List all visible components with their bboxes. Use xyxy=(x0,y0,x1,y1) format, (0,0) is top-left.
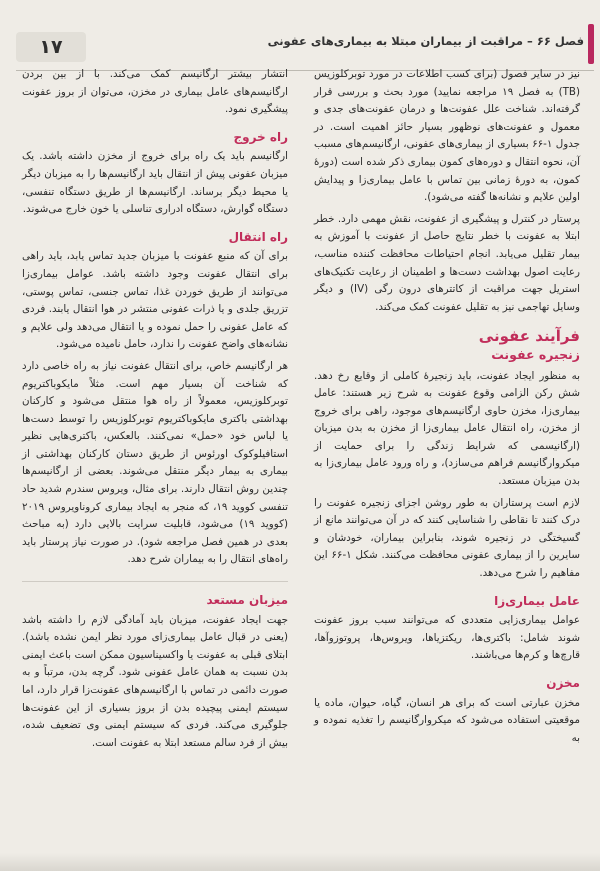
subheading: راه انتقال xyxy=(228,229,288,244)
paragraph: لازم است پرستاران به طور روشن اجزای زنجیره عفونت را درک کنند تا نقاطی را شناسایی کنند که در آن می‌توانند مانع از گسیختگی در زنجیره شوند، بنابراین بیماران، خودشان و سایرین را از بیماری عفونی محافظت می‌کنند. شکل ۱-۶۶ این مفاهیم را شرح می‌دهد. xyxy=(314,496,580,580)
paragraph: ارگانیسم باید یک راه برای خروج از مخزن داشته باشد. یک میزبان عفونی پیش از انتقال باید ارگانیسم‌ها را به میزبان دیگر یا محیط دیگر برساند. ارگانیسم‌ها از طریق دستگاه تنفسی، دستگاه گوارش، دستگاه ادراری تناسلی یا خون خارج می‌شوند. xyxy=(22,150,288,216)
subheading: راه خروج xyxy=(233,129,288,144)
subheading: میزبان مستعد xyxy=(206,593,288,608)
subheading: عامل بیماری‌زا xyxy=(494,593,580,608)
divider xyxy=(22,581,288,582)
section-subtitle: زنجیره عفونت xyxy=(491,346,580,362)
page-edge-shadow xyxy=(0,853,600,871)
paragraph: هر ارگانیسم خاص، برای انتقال عفونت نیاز به راه خاصی دارد که شناخت آن بسیار مهم است. مثلاً مایکوباکتریوم توبرکلوزیس، معمولاً از راه هوا منتقل می‌شود و کارکنان بهداشتی باکتری مایکوباکتریوم توبرکلوزیس را توسط دست‌ها یا لباس خود «حمل» نمی‌کنند. بالعکس، باکتری‌هایی نظیر استافیلوکوک اورئوس از طریق دستان کارکنان بهداشتی از بیماری به بیمار دیگر منتقل می‌شوند. بعضی از ارگانیسم‌ها چندین روش انتقال دارند. برای مثال، ویروس سندرم شدید حاد تنفسی کووید ۱۹، که منجر به ایجاد بیماری کروناویروس ۲۰۱۹ (کووید ۱۹) می‌شود، قابلیت سرایت بالایی دارد (به مباحث بعدی در همین فصل مراجعه شود). در صورت نیاز پرستار باید راه‌های انتقال را به بیماران شرح دهد. xyxy=(22,359,288,566)
paragraph: برای آن که منبع عفونت با میزبان جدید تماس یابد، باید راهی برای انتقال عفونت وجود داشته باشد. عوامل بیماری‌زا می‌توانند از طریق خوردن غذا، تماس جنسی، تماس پوستی، تزریق جلدی و یا ذرات عفونی منتشر در هوا انتقال یابند. فردی که عامل عفونی را حمل نموده و یا انتقال می‌دهد ولی علایم و نشانه‌های واضح عفونت را ندارد، حامل نامیده می‌شود. xyxy=(22,250,288,351)
paragraph: مخزن عبارتی است که برای هر انسان، گیاه، حیوان، ماده یا موقعیتی استفاده می‌شود که میکروارگانیسم را تغذیه نموده و به xyxy=(314,696,580,744)
page-header xyxy=(10,10,594,70)
section-title: فرآیند عفونی xyxy=(478,327,580,346)
paragraph: پرستار در کنترل و پیشگیری از عفونت، نقش مهمی دارد. خطر ابتلا به عفونت با خطر نتایج حاصل از عفونت با آموزش به بیمار تقلیل می‌یابد. انجام احتیاطات محافظت کننده مناسب، رعایت اصول بهداشت دست‌ها و اطمینان از رعایت تکنیک‌های استریل جهت مراقبت از کاتترهای درون رگی (IV) و دیگر وسایل تهاجمی نیز به تقلیل عفونت کمک می‌کند. xyxy=(314,212,581,313)
chapter-title: فصل ۶۶ – مراقبت از بیماران مبتلا به بیماری‌های عفونی xyxy=(267,34,584,48)
paragraph: به منظور ایجاد عفونت، باید زنجیرهٔ کاملی از وقایع رخ دهد. شش رکن الزامی وقوع عفونت به شرح زیر هستند: عامل بیماری‌زا، مخزن حاوی ارگانیسم‌های موجود، راهی برای خروج از مخزن، راه انتقال عامل بیماری‌زا از مخزن به بدن میزبان (ارگانیسمی که شرایط زندگی را برای حمایت از میکروارگانیسم فراهم می‌سازد)، و راه ورود عامل بیماری‌زا به بدن میزبان مستعد. xyxy=(314,369,580,488)
paragraph: نیز در سایر فصول (برای کسب اطلاعات در مورد توبرکلوزیس (TB) به فصل ۱۹ مراجعه نمایید) مورد بحث و بررسی قرار گرفته‌اند. شناخت علل عفونت‌ها و درمان عفونت‌های جدی و معمول و عفونت‌های نوظهور بسیار حائز اهمیت است. در جدول ۱-۶۶ بسیاری از بیماری‌های عفونی، ارگانیسم‌های مسبب آن، نحوه انتقال و دوره‌های کمون بیماری ذکر شده است (دورهٔ کمون، به دورهٔ زمانی بین تماس با عامل بیماری‌زا و پیدایش اولین علایم و نشانه‌ها گفته می‌شود). xyxy=(314,68,580,204)
paragraph: انتشار بیشتر ارگانیسم کمک می‌کند. با از بین بردن ارگانیسم‌های عامل بیماری در مخزن، می‌توان از بروز عفونت پیشگیری نمود. xyxy=(22,68,288,116)
left-column xyxy=(22,66,288,756)
right-column xyxy=(314,66,580,751)
paragraph: عوامل بیماری‌زایی متعددی که می‌توانند سبب بروز عفونت شوند شامل: باکتری‌ها، ریکتزیاها، ویروس‌ها، پروتوزوآها، قارچ‌ها و کرم‌ها می‌باشند. xyxy=(314,614,580,662)
page-number: ۱۷ xyxy=(16,32,86,62)
header-accent-bar xyxy=(588,24,594,64)
subheading: مخزن xyxy=(546,676,580,690)
paragraph: جهت ایجاد عفونت، میزبان باید آمادگی لازم را داشته باشد (یعنی در قبال عامل بیماری‌زای مورد نظر ایمن نشده باشد). ابتلای قبلی به عفونت یا واکسیناسیون ممکن است باعث ایمنی بدن نسبت به همان عامل عفونی شود. گرچه بدن، مرتباً و به صورت دائمی در تماس با ارگانیسم‌های عفونت‌زا قرار دارد، اما سیستم ایمنی پیچیده بدن از بروز بسیاری از این عفونت‌ها جلوگیری می‌کند. فردی که سیستم ایمنی وی تضعیف شده، بیش از فرد سالم مستعد ابتلا به عفونت است. xyxy=(22,613,288,749)
